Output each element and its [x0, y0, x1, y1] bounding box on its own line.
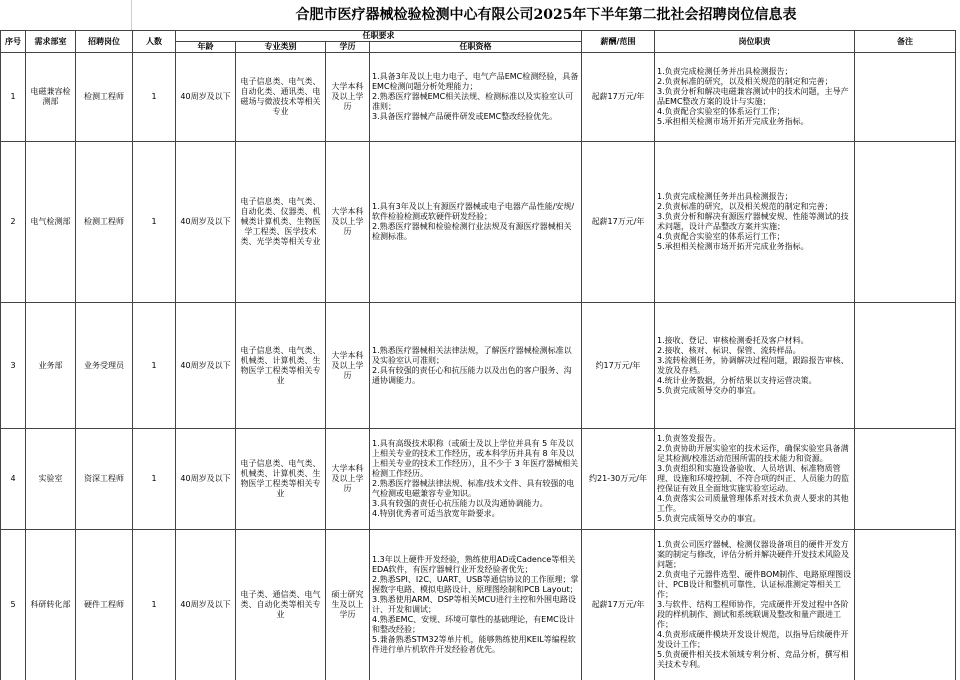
cell-education: 大学本科及以上学历 — [326, 142, 370, 303]
cell-qualification — [370, 429, 582, 530]
qualification-line: 2.具有较强的责任心和抗压能力以及出色的客户服务、沟通协调能力。 — [372, 365, 572, 385]
header-major: 专业类别 — [236, 42, 326, 53]
header-salary: 薪酬/范围 — [582, 31, 655, 53]
cell-education: 大学本科及以上学历 — [326, 303, 370, 429]
duty-line: 3.负责分析和解决电磁兼容测试中的技术问题，主导产品EMC整改方案的设计与实施； — [657, 87, 849, 106]
duty-line: 4.统计业务数据，分析结果以支持运营决策。 — [657, 375, 817, 385]
title-row — [0, 0, 960, 30]
duty-line: 5.承担相关检测市场开拓开完成业务指标。 — [657, 117, 809, 126]
qualification-line: 3.具备医疗器械产品硬件研发或EMC整改经验优先。 — [372, 112, 558, 121]
cell-age: 40周岁及以下 — [176, 530, 236, 680]
cell-seq: 4 — [1, 429, 26, 530]
cell-salary: 约17万元/年 — [582, 303, 655, 429]
qualification-line: 1.具有高级技术职称（或硕士及以上学位并具有 5 年及以上相关专业的技术工作经历，或本科学历并具有 8 年及以上相关专业的技术工作经历），且不少于 3 年医疗器械相关检测工作经历。 — [372, 439, 579, 478]
cell-dept: 电气检测部 — [26, 142, 76, 303]
cell-remarks — [855, 303, 956, 429]
cell-count: 1 — [133, 429, 176, 530]
duty-line: 4.负责配合实验室的体系运行工作； — [657, 107, 785, 116]
table-row — [1, 303, 956, 429]
duty-line: 5.承担相关检测市场开拓开完成业务指标。 — [657, 242, 809, 251]
cell-salary: 起薪17万元/年 — [582, 142, 655, 303]
header-dept: 需求部室 — [26, 31, 76, 53]
cell-duties — [655, 142, 855, 303]
table-row — [1, 142, 956, 303]
qualification-line: 5.兼备熟悉STM32等单片机，能够熟练使用KEIL等编程软件进行单片机软件开发经验者优先。 — [372, 635, 576, 654]
cell-remarks — [855, 142, 956, 303]
cell-seq: 1 — [1, 53, 26, 142]
cell-seq: 5 — [1, 530, 26, 680]
duty-line: 1.负责公司医疗器械、检测仪器设备项目的硬件开发方案的制定与修改，评估分析并解决硬件开发技术风险及问题； — [657, 540, 849, 569]
duty-line: 1.负责签发报告。 — [657, 434, 721, 443]
duty-line: 3.流转检测任务，协调解决过程问题，跟踪报告审核、发放及存档。 — [657, 355, 849, 375]
cell-dept: 业务部 — [26, 303, 76, 429]
table-row — [1, 429, 956, 530]
duty-line: 2.负责标准的研究，以及相关规范的制定和完善； — [657, 202, 833, 211]
duty-line: 2.负责协助开展实验室的技术运作，确保实验室具备满足其检测/校准活动范围所需的技术能力和资源。 — [657, 444, 849, 463]
qualification-line: 1.具有3年及以上有源医疗器械或电子电器产品性能/安规/软件检验检测或软硬件研发经验； — [372, 202, 575, 221]
qualification-line: 2.熟悉医疗器械EMC相关法规、检测标准以及实验室认可准则； — [372, 92, 574, 111]
page-title: 合肥市医疗器械检验检测中心有限公司2025年下半年第二批社会招聘岗位信息表 — [295, 7, 797, 23]
duty-line: 4.负责落实公司质量管理体系对技术负责人要求的其他工作。 — [657, 494, 849, 513]
qualification-line: 3.熟悉使用ARM、DSP等相关MCU进行主控和外围电路设计、开发和调试； — [372, 595, 576, 614]
cell-count: 1 — [133, 530, 176, 680]
cell-major: 电子类、通信类、电气类、自动化类等相关专业 — [236, 530, 326, 680]
duty-line: 1.负责完成检测任务并出具检测报告； — [657, 192, 793, 201]
cell-major: 电子信息类、电气类、机械类、计算机类、生物医学工程类等相关专业 — [236, 303, 326, 429]
cell-position: 资深工程师 — [76, 429, 133, 530]
cell-seq: 2 — [1, 142, 26, 303]
cell-qualification — [370, 53, 582, 142]
qualification-line: 2.熟悉医疗器械法律法规、标准/技术文件、具有较强的电气检测或电磁兼容专业知识。 — [372, 479, 575, 498]
cell-salary: 起薪17万元/年 — [582, 53, 655, 142]
qualification-line: 1.3年以上硬件开发经验，熟练使用AD或Cadence等相关EDA软件，有医疗器械行业开发经验者优先； — [372, 555, 576, 574]
duty-line: 5.负责硬件相关技术领域专利分析、竞品分析，撰写相关技术专利。 — [657, 650, 849, 669]
cell-age: 40周岁及以下 — [176, 53, 236, 142]
duty-line: 5.负责完成领导交办的事宜。 — [657, 385, 761, 395]
cell-dept: 科研转化部 — [26, 530, 76, 680]
cell-remarks — [855, 429, 956, 530]
cell-qualification — [370, 142, 582, 303]
header-education: 学历 — [326, 42, 370, 53]
cell-count: 1 — [133, 53, 176, 142]
duty-line: 3.负责组织和实施设备验收、人员培训、标准物质管理、设施和环境控制、不符合项的纠正、人员能力的监控保证有效且全面地实施实验室运动。 — [657, 464, 849, 493]
duty-line: 3.与软件、结构工程师协作，完成硬件开发过程中各阶段的样机制作、测试和系统联调及整改和量产跟进工作； — [657, 600, 849, 629]
cell-seq: 3 — [1, 303, 26, 429]
duty-line: 5.负责完成领导交办的事宜。 — [657, 514, 761, 523]
cell-age: 40周岁及以下 — [176, 303, 236, 429]
cell-salary: 起薪17万元/年 — [582, 530, 655, 680]
cell-education: 硕士研究生及以上学历 — [326, 530, 370, 680]
header-seq: 序号 — [1, 31, 26, 53]
cell-duties — [655, 429, 855, 530]
cell-remarks — [855, 53, 956, 142]
qualification-line: 1.熟悉医疗器械相关法律法规，了解医疗器械检测标准以及实验室认可准则； — [372, 345, 572, 365]
positions-table — [0, 30, 956, 680]
duty-line: 3.负责分析和解决有源医疗器械安规、性能等测试的技术问题，设计产品整改方案并实施； — [657, 212, 849, 231]
cell-remarks — [855, 530, 956, 680]
duty-line: 4.负责配合实验室的体系运行工作； — [657, 232, 785, 241]
cell-education: 大学本科及以上学历 — [326, 429, 370, 530]
duty-line: 2.负责标准的研究，以及相关规范的制定和完善； — [657, 77, 833, 86]
cell-count: 1 — [133, 303, 176, 429]
header-age: 年龄 — [176, 42, 236, 53]
cell-major: 电子信息类、电气类、自动化类、通讯类、电磁场与微波技术等相关专业 — [236, 53, 326, 142]
cell-duties — [655, 530, 855, 680]
duty-line: 4.负责形成硬件模块开发设计规范，以指导后续硬件开发设计工作； — [657, 630, 849, 649]
header-remarks: 备注 — [855, 31, 956, 53]
cell-duties — [655, 53, 855, 142]
qualification-line: 1.具备3年及以上电力电子、电气产品EMC检测经验，具备EMC检测问题分析处理能力； — [372, 72, 579, 91]
duty-line: 2.接收、核对、标识、保管、流转样品。 — [657, 345, 801, 355]
cell-position: 硬件工程师 — [76, 530, 133, 680]
qualification-line: 4.熟悉EMC、安规、环境可靠性的基础理论，有EMC设计和整改经验； — [372, 615, 575, 634]
qualification-line: 2.熟悉医疗器械和检验检测行业法规及有源医疗器械相关检测标准。 — [372, 222, 572, 241]
table-row — [1, 530, 956, 680]
header-duties: 岗位职责 — [655, 31, 855, 53]
header-requirements: 任职要求 — [176, 31, 582, 42]
table-row — [1, 53, 956, 142]
cell-major: 电子信息类、电气类、自动化类、仪器类、机械类计算机类、生物医学工程类、医学技术类、光学类等相关专业 — [236, 142, 326, 303]
cell-age: 40周岁及以下 — [176, 429, 236, 530]
cell-duties — [655, 303, 855, 429]
cell-position: 检测工程师 — [76, 53, 133, 142]
qualification-line: 4.特别优秀者可适当放宽年龄要求。 — [372, 509, 500, 518]
duty-line: 1.负责完成检测任务并出具检测报告； — [657, 67, 793, 76]
cell-dept: 电磁兼容检测部 — [26, 53, 76, 142]
header-position: 招聘岗位 — [76, 31, 133, 53]
cell-qualification — [370, 303, 582, 429]
header-qualification: 任职资格 — [370, 42, 582, 53]
duty-line: 2.负责电子元器件选型、硬件BOM制作、电路原理图设计、PCB设计和整机可靠性、认证标准测定等相关工作； — [657, 570, 852, 599]
duty-line: 1.接收、登记、审核检测委托及客户材料。 — [657, 335, 809, 345]
header-count: 人数 — [133, 31, 176, 53]
qualification-line: 3.具有较强的责任心抗压能力以及沟通协调能力。 — [372, 499, 548, 508]
cell-dept: 实验室 — [26, 429, 76, 530]
qualification-line: 2.熟悉SPI、I2C、UART、USB等通信协议的工作原理；掌握数字电路、模拟电路设计、原理图绘制和PCB Layout； — [372, 575, 579, 594]
cell-count: 1 — [133, 142, 176, 303]
cell-position: 业务受理员 — [76, 303, 133, 429]
cell-qualification — [370, 530, 582, 680]
cell-education: 大学本科及以上学历 — [326, 53, 370, 142]
cell-age: 40周岁及以下 — [176, 142, 236, 303]
cell-major: 电子信息类、电气类、机械类、计算机类、生物医学工程类等相关专业 — [236, 429, 326, 530]
cell-position: 检测工程师 — [76, 142, 133, 303]
cell-salary: 约21-30万元/年 — [582, 429, 655, 530]
